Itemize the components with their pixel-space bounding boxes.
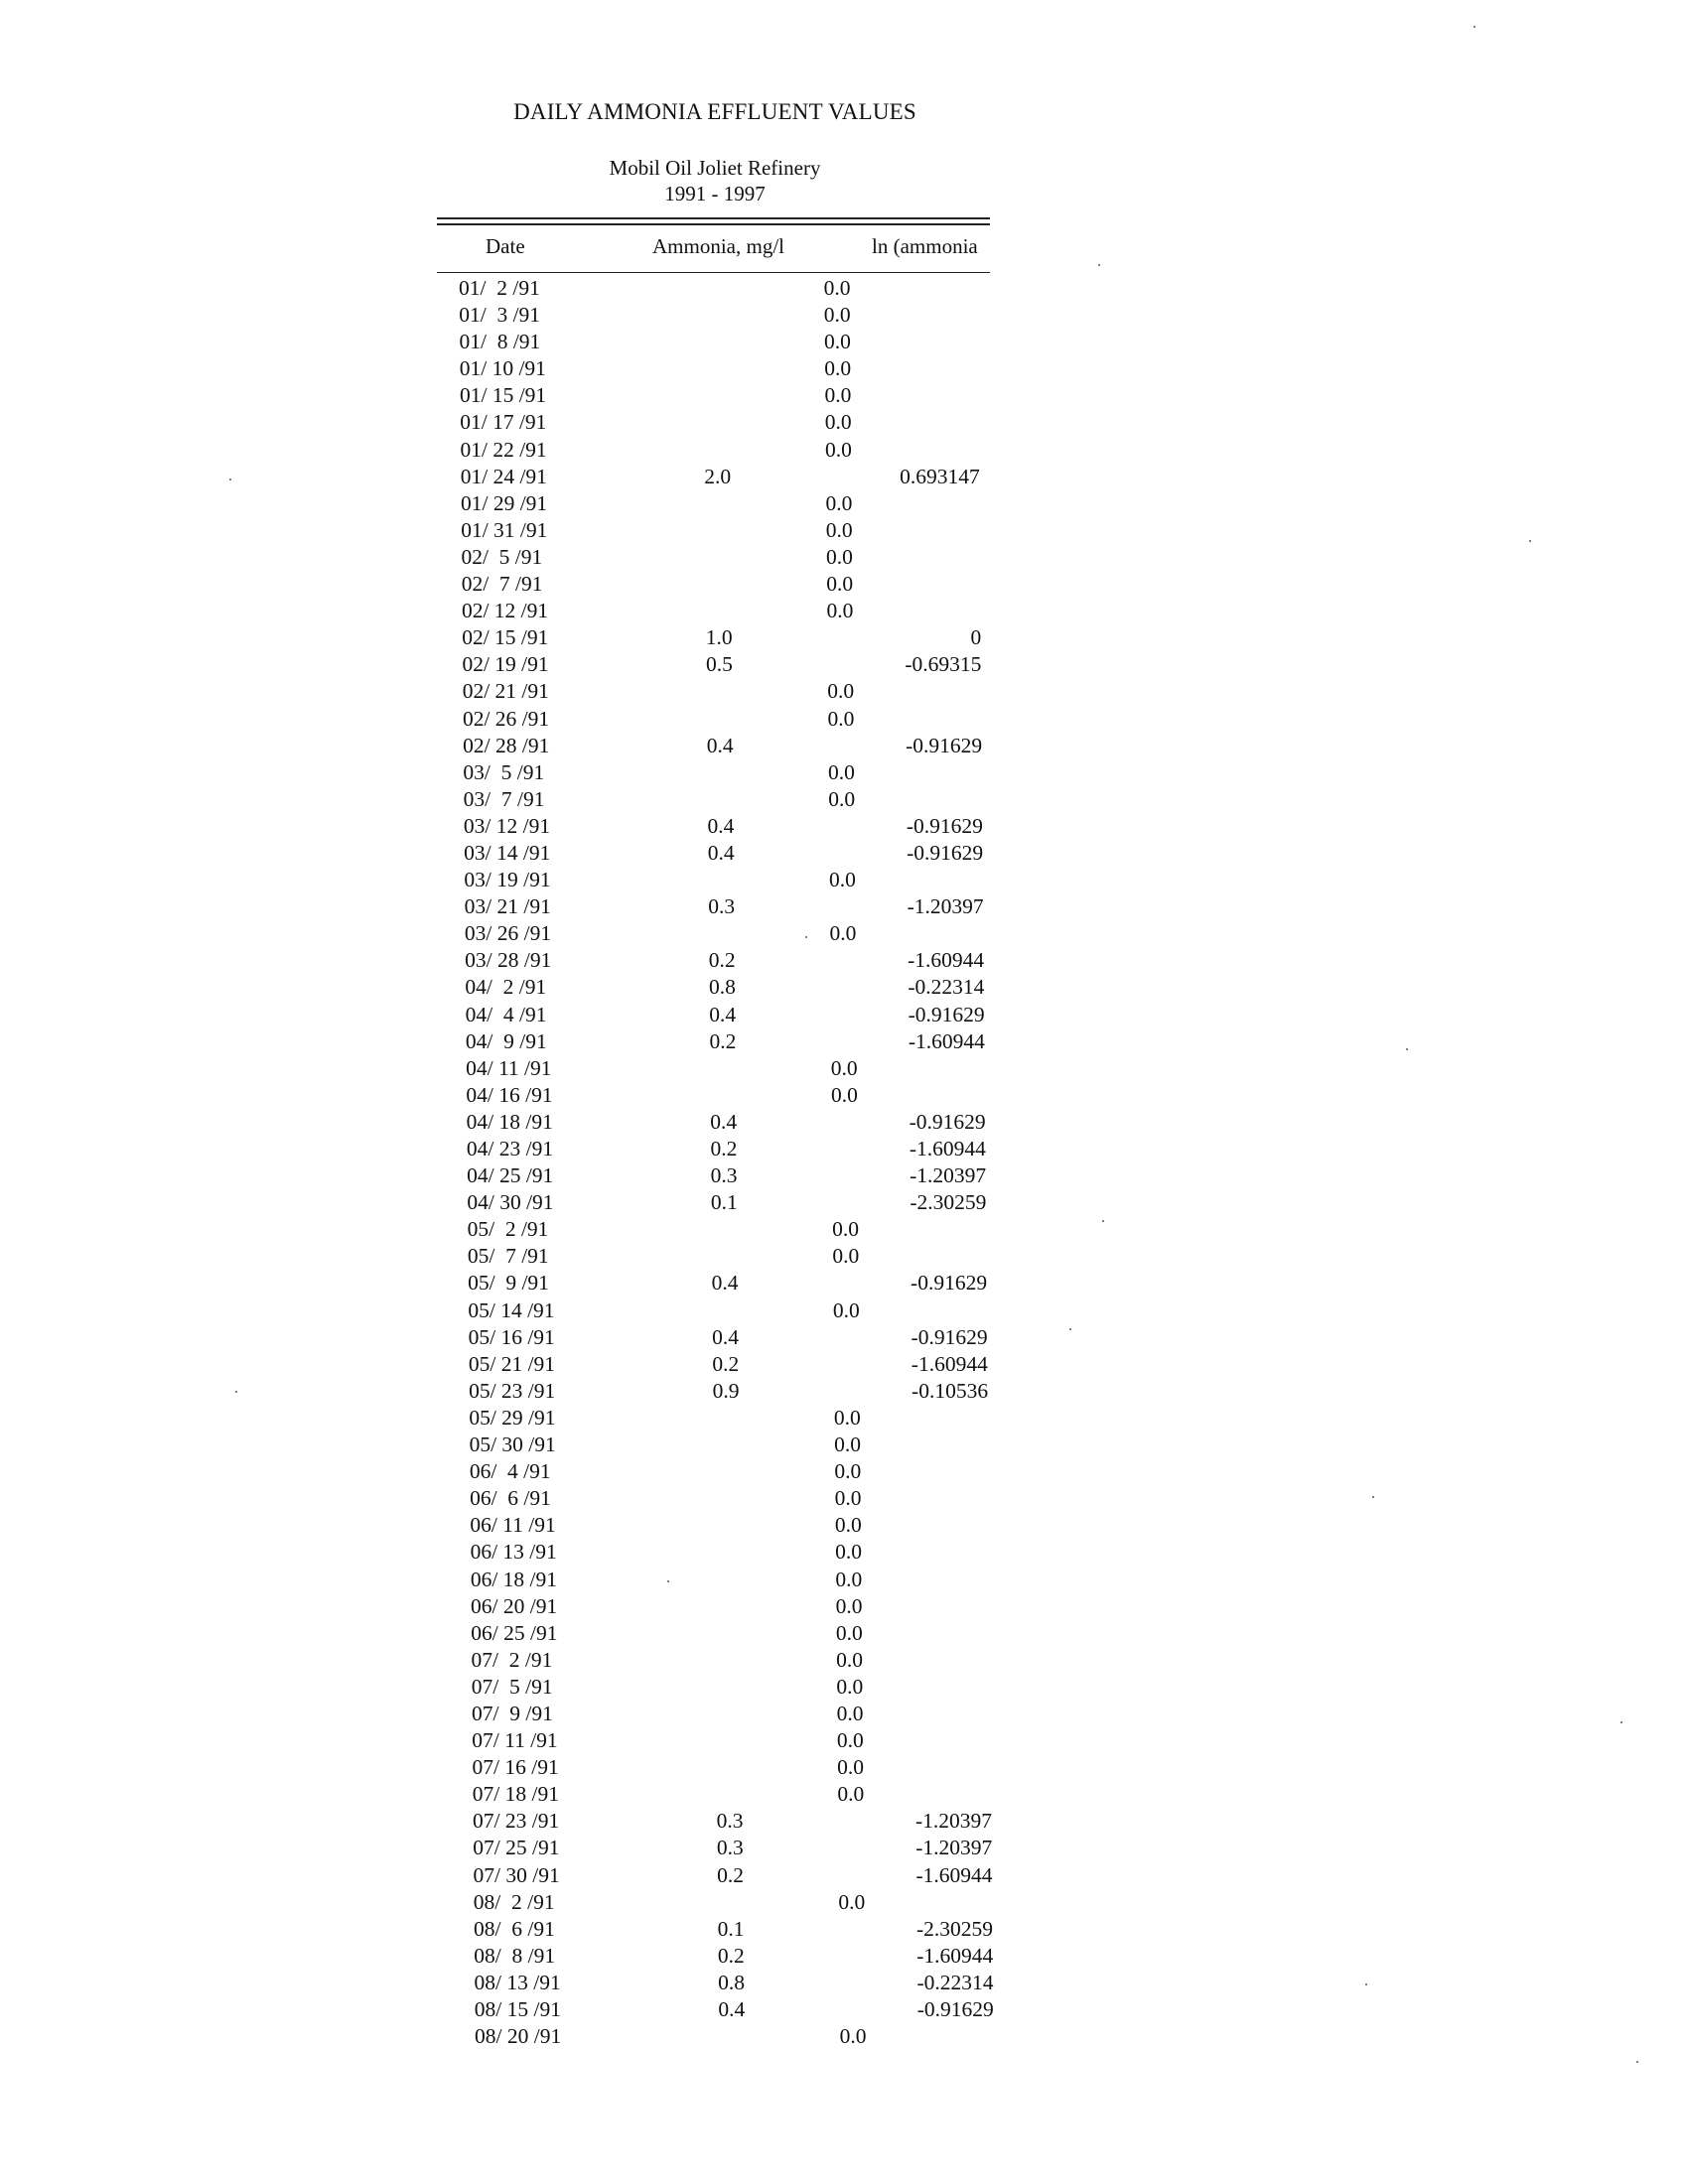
table-top-rule-2: [437, 223, 990, 225]
ammonia-cell: 0.4: [710, 1109, 738, 1134]
date-cell: 05/ 21 /91: [468, 1351, 556, 1376]
date-cell: 07/ 23 /91: [473, 1809, 560, 1834]
zero-value-cell: 0.0: [828, 786, 856, 811]
date-cell: 08/ 2 /91: [473, 1889, 555, 1914]
scan-speck: [1102, 1220, 1104, 1222]
zero-value-cell: 0.0: [830, 1082, 858, 1107]
table-row: [0, 946, 1684, 973]
date-cell: 07/ 11 /91: [472, 1728, 558, 1753]
zero-value-cell: 0.0: [835, 1593, 863, 1618]
zero-value-cell: 0.0: [834, 1486, 862, 1511]
zero-value-cell: 0.0: [834, 1513, 862, 1538]
zero-value-cell: 0.0: [836, 1647, 863, 1672]
table-row: [0, 1995, 1684, 2022]
table-row: [0, 516, 1684, 543]
ln-ammonia-cell: -1.60944: [911, 1351, 988, 1376]
date-cell: 02/ 12 /91: [461, 599, 549, 623]
date-cell: 04/ 2 /91: [465, 975, 547, 1000]
table-row: [0, 1807, 1684, 1834]
table-row: [0, 301, 1684, 328]
table-row: [0, 1108, 1684, 1135]
zero-value-cell: 0.0: [832, 1217, 860, 1242]
table-row: [0, 328, 1684, 354]
ln-ammonia-cell: -0.91629: [911, 1271, 988, 1296]
date-cell: 03/ 21 /91: [464, 894, 551, 919]
zero-value-cell: 0.0: [823, 303, 851, 328]
ln-ammonia-cell: -1.20397: [914, 1809, 993, 1834]
table-row: [0, 892, 1684, 919]
table-row: [0, 1215, 1684, 1242]
date-cell: 01/ 17 /91: [460, 410, 547, 435]
date-cell: 04/ 16 /91: [466, 1082, 553, 1107]
date-cell: 04/ 18 /91: [466, 1109, 553, 1134]
date-cell: 06/ 25 /91: [471, 1620, 558, 1645]
date-cell: 07/ 25 /91: [473, 1836, 560, 1860]
ammonia-cell: 0.3: [710, 1163, 738, 1188]
date-cell: 05/ 14 /91: [468, 1297, 555, 1322]
scan-speck: [1529, 540, 1531, 542]
table-row: [0, 839, 1684, 866]
table-row: [0, 1001, 1684, 1027]
zero-value-cell: 0.0: [824, 330, 851, 354]
ln-ammonia-cell: -1.60944: [908, 948, 985, 973]
scan-speck: [1069, 1328, 1071, 1330]
date-cell: 01/ 15 /91: [459, 383, 547, 408]
ln-ammonia-cell: -1.20397: [910, 1163, 987, 1188]
table-row: [0, 463, 1684, 489]
ln-ammonia-cell: -1.60944: [908, 1028, 985, 1053]
table-row: [0, 866, 1684, 892]
zero-value-cell: 0.0: [832, 1244, 860, 1269]
ammonia-cell: 0.9: [712, 1378, 740, 1403]
scan-speck: [1098, 264, 1100, 266]
ln-ammonia-cell: -0.91629: [906, 813, 983, 838]
ln-ammonia-cell: 0: [970, 625, 982, 650]
ammonia-cell: 1.0: [705, 625, 733, 650]
zero-value-cell: 0.0: [827, 706, 855, 731]
ammonia-cell: 0.3: [716, 1809, 744, 1834]
table-row: [0, 408, 1684, 435]
table-row: [0, 1484, 1684, 1511]
zero-value-cell: 0.0: [825, 437, 852, 462]
table-row: [0, 623, 1684, 650]
zero-value-cell: 0.0: [823, 276, 851, 300]
table-row: [0, 785, 1684, 812]
zero-value-cell: 0.0: [836, 1674, 864, 1699]
ln-ammonia-cell: -0.91629: [909, 1109, 986, 1134]
table-row: [0, 1834, 1684, 1860]
ammonia-cell: 0.2: [709, 1028, 737, 1053]
table-row: [0, 1135, 1684, 1161]
ammonia-cell: 0.2: [717, 1943, 745, 1968]
date-cell: 02/ 21 /91: [462, 679, 549, 704]
date-cell: 07/ 5 /91: [471, 1674, 553, 1699]
date-cell: 05/ 29 /91: [469, 1405, 556, 1430]
zero-value-cell: 0.0: [830, 1055, 858, 1080]
zero-value-cell: 0.0: [834, 1433, 862, 1457]
date-cell: 04/ 9 /91: [465, 1028, 547, 1053]
zero-value-cell: 0.0: [825, 517, 853, 542]
ammonia-cell: 0.4: [718, 1997, 746, 2021]
ammonia-cell: 0.1: [710, 1190, 738, 1215]
table-row: [0, 489, 1684, 516]
date-cell: 04/ 11 /91: [466, 1055, 552, 1080]
date-cell: 02/ 15 /91: [462, 625, 549, 650]
scan-speck: [1406, 1048, 1408, 1050]
table-row: [0, 570, 1684, 597]
table-row: [0, 1297, 1684, 1323]
date-cell: 03/ 28 /91: [465, 948, 552, 973]
date-cell: 03/ 7 /91: [463, 786, 545, 811]
date-cell: 05/ 2 /91: [467, 1217, 549, 1242]
zero-value-cell: 0.0: [837, 1782, 865, 1807]
table-row: [0, 381, 1684, 408]
date-cell: 06/ 20 /91: [471, 1593, 558, 1618]
date-cell: 06/ 4 /91: [469, 1459, 551, 1484]
scan-speck: [235, 1391, 237, 1393]
ln-ammonia-cell: -1.60944: [909, 1137, 986, 1160]
column-header-date: Date: [486, 234, 525, 258]
date-cell: 07/ 18 /91: [472, 1782, 559, 1807]
table-row: [0, 1081, 1684, 1108]
scan-speck: [667, 1580, 669, 1582]
ammonia-cell: 0.4: [707, 813, 735, 838]
scan-speck: [229, 478, 231, 480]
table-row: [0, 1726, 1684, 1753]
zero-value-cell: 0.0: [835, 1567, 863, 1591]
zero-value-cell: 0.0: [825, 490, 853, 515]
table-row: [0, 597, 1684, 623]
ln-ammonia-cell: -0.91629: [908, 1002, 985, 1026]
date-cell: 01/ 10 /91: [459, 356, 546, 381]
table-row: [0, 1511, 1684, 1538]
date-cell: 08/ 15 /91: [474, 1997, 561, 2021]
date-cell: 05/ 9 /91: [468, 1271, 549, 1296]
date-cell: 04/ 25 /91: [467, 1163, 554, 1188]
scan-speck: [1474, 26, 1475, 28]
scan-speck: [805, 936, 807, 938]
ln-ammonia-cell: -0.22314: [908, 975, 985, 1000]
ammonia-cell: 0.4: [707, 840, 735, 865]
date-cell: 03/ 19 /91: [464, 868, 551, 892]
table-row: [0, 354, 1684, 381]
zero-value-cell: 0.0: [827, 679, 855, 704]
date-cell: 01/ 2 /91: [459, 276, 540, 300]
ammonia-cell: 0.2: [710, 1137, 738, 1160]
scan-speck: [1372, 1496, 1374, 1498]
table-row: [0, 1269, 1684, 1296]
table-row: [0, 1969, 1684, 1995]
zero-value-cell: 0.0: [836, 1701, 864, 1725]
zero-value-cell: 0.0: [826, 599, 854, 623]
date-cell: 03/ 14 /91: [464, 840, 551, 865]
date-cell: 06/ 13 /91: [470, 1540, 557, 1565]
table-row: [0, 436, 1684, 463]
table-top-rule: [437, 217, 990, 219]
table-row: [0, 919, 1684, 946]
date-cell: 01/ 29 /91: [460, 490, 548, 515]
zero-value-cell: 0.0: [832, 1297, 860, 1322]
table-row: [0, 1780, 1684, 1807]
date-cell: 05/ 7 /91: [467, 1244, 549, 1269]
zero-value-cell: 0.0: [837, 1755, 864, 1780]
ammonia-cell: 0.3: [708, 894, 736, 919]
ammonia-cell: 0.1: [717, 1916, 745, 1941]
date-cell: 08/ 8 /91: [474, 1943, 556, 1968]
table-row: [0, 732, 1684, 758]
date-cell: 03/ 5 /91: [463, 759, 545, 784]
table-row: [0, 1404, 1684, 1431]
scan-speck: [1620, 1721, 1622, 1723]
table-row: [0, 1942, 1684, 1969]
ammonia-cell: 0.2: [712, 1351, 740, 1376]
ln-ammonia-cell: -2.30259: [910, 1190, 987, 1215]
zero-value-cell: 0.0: [835, 1620, 863, 1645]
zero-value-cell: 0.0: [828, 868, 856, 892]
table-row: [0, 1861, 1684, 1888]
date-cell: 02/ 7 /91: [461, 572, 543, 597]
page-title: DAILY AMMONIA EFFLUENT VALUES: [513, 99, 916, 124]
ln-ammonia-cell: 0.693147: [900, 464, 980, 488]
ammonia-cell: 0.3: [716, 1836, 744, 1860]
table-row: [0, 1457, 1684, 1484]
scan-speck: [1636, 2061, 1638, 2063]
date-cell: 06/ 18 /91: [470, 1567, 558, 1591]
ln-ammonia-cell: -2.30259: [915, 1916, 993, 1941]
table-row: [0, 1242, 1684, 1269]
table-row: [0, 650, 1684, 677]
date-cell: 04/ 30 /91: [467, 1190, 554, 1215]
table-row: [0, 973, 1684, 1000]
ln-ammonia-cell: -0.91629: [916, 1997, 994, 2021]
date-cell: 01/ 24 /91: [460, 464, 547, 488]
date-cell: 05/ 30 /91: [469, 1433, 556, 1457]
table-row: [0, 1027, 1684, 1054]
ammonia-cell: 0.2: [708, 948, 736, 973]
date-cell: 07/ 30 /91: [473, 1862, 560, 1887]
ammonia-cell: 0.5: [706, 652, 733, 677]
date-cell: 04/ 4 /91: [465, 1002, 547, 1026]
table-row: [0, 1888, 1684, 1915]
zero-value-cell: 0.0: [824, 383, 852, 408]
date-cell: 08/ 20 /91: [475, 2024, 562, 2049]
table-row: [0, 1188, 1684, 1215]
date-cell: 06/ 11 /91: [470, 1513, 556, 1538]
scan-speck: [1365, 1983, 1367, 1985]
table-row: [0, 1592, 1684, 1619]
zero-value-cell: 0.0: [827, 759, 855, 784]
data-table: [0, 274, 1684, 2049]
date-cell: 02/ 5 /91: [461, 544, 543, 569]
table-row: [0, 1700, 1684, 1726]
ln-ammonia-cell: -0.91629: [911, 1324, 988, 1349]
table-row: [0, 1673, 1684, 1700]
date-cell: 01/ 31 /91: [461, 517, 548, 542]
ammonia-cell: 0.2: [717, 1862, 744, 1887]
date-cell: 02/ 28 /91: [463, 733, 550, 757]
zero-value-cell: 0.0: [824, 356, 852, 381]
table-row: [0, 274, 1684, 301]
date-cell: 01/ 8 /91: [459, 330, 541, 354]
column-header-ln-ammonia: ln (ammonia: [872, 234, 978, 258]
date-cell: 03/ 12 /91: [463, 813, 551, 838]
header-bottom-rule: [437, 272, 990, 273]
ln-ammonia-cell: -0.10536: [912, 1378, 989, 1403]
table-row: [0, 543, 1684, 570]
date-cell: 03/ 26 /91: [464, 921, 552, 946]
ln-ammonia-cell: -1.60944: [916, 1943, 994, 1968]
ln-ammonia-cell: -1.20397: [915, 1836, 993, 1860]
table-row: [0, 758, 1684, 785]
zero-value-cell: 0.0: [836, 1728, 864, 1753]
subtitle-line-1: Mobil Oil Joliet Refinery: [609, 156, 821, 180]
zero-value-cell: 0.0: [833, 1405, 861, 1430]
date-cell: 05/ 23 /91: [469, 1378, 556, 1403]
date-cell: 01/ 3 /91: [459, 303, 541, 328]
date-cell: 05/ 16 /91: [468, 1324, 555, 1349]
subtitle-line-2: 1991 - 1997: [664, 182, 766, 205]
ln-ammonia-cell: -0.91629: [907, 840, 984, 865]
table-row: [0, 1054, 1684, 1081]
table-row: [0, 1915, 1684, 1942]
ammonia-cell: 0.4: [711, 1271, 739, 1296]
date-cell: 02/ 19 /91: [462, 652, 549, 677]
zero-value-cell: 0.0: [839, 2024, 867, 2049]
ammonia-cell: 0.4: [709, 1002, 737, 1026]
table-row: [0, 1566, 1684, 1592]
ln-ammonia-cell: -1.20397: [907, 894, 984, 919]
date-cell: 01/ 22 /91: [460, 437, 547, 462]
table-row: [0, 2022, 1684, 2049]
date-cell: 04/ 23 /91: [466, 1137, 554, 1160]
table-row: [0, 1538, 1684, 1565]
ammonia-cell: 0.8: [718, 1970, 745, 1994]
zero-value-cell: 0.0: [826, 544, 853, 569]
date-cell: 08/ 6 /91: [474, 1916, 555, 1941]
zero-value-cell: 0.0: [829, 921, 857, 946]
zero-value-cell: 0.0: [834, 1459, 862, 1484]
zero-value-cell: 0.0: [835, 1540, 862, 1565]
ln-ammonia-cell: -0.22314: [916, 1970, 994, 1994]
date-cell: 07/ 9 /91: [472, 1701, 553, 1725]
ammonia-cell: 0.8: [708, 975, 736, 1000]
zero-value-cell: 0.0: [826, 572, 854, 597]
ln-ammonia-cell: -0.69315: [905, 652, 982, 677]
table-row: [0, 677, 1684, 704]
ln-ammonia-cell: -0.91629: [906, 733, 983, 757]
ammonia-cell: 2.0: [704, 464, 732, 488]
table-row: [0, 1431, 1684, 1457]
ln-ammonia-cell: -1.60944: [915, 1862, 993, 1887]
table-row: [0, 1619, 1684, 1646]
zero-value-cell: 0.0: [824, 410, 852, 435]
table-row: [0, 1350, 1684, 1377]
column-header-ammonia: Ammonia, mg/l: [652, 234, 784, 258]
table-row: [0, 1377, 1684, 1404]
table-row: [0, 812, 1684, 839]
page-subtitle: [0, 155, 1430, 206]
table-row: [0, 1161, 1684, 1188]
table-row: [0, 1753, 1684, 1780]
table-row: [0, 705, 1684, 732]
ammonia-cell: 0.4: [706, 733, 734, 757]
ammonia-cell: 0.4: [712, 1324, 740, 1349]
date-cell: 07/ 2 /91: [471, 1647, 553, 1672]
table-row: [0, 1646, 1684, 1673]
date-cell: 02/ 26 /91: [462, 706, 550, 731]
table-row: [0, 1323, 1684, 1350]
date-cell: 08/ 13 /91: [474, 1970, 561, 1994]
date-cell: 06/ 6 /91: [470, 1486, 551, 1511]
date-cell: 07/ 16 /91: [472, 1755, 559, 1780]
zero-value-cell: 0.0: [838, 1889, 866, 1914]
